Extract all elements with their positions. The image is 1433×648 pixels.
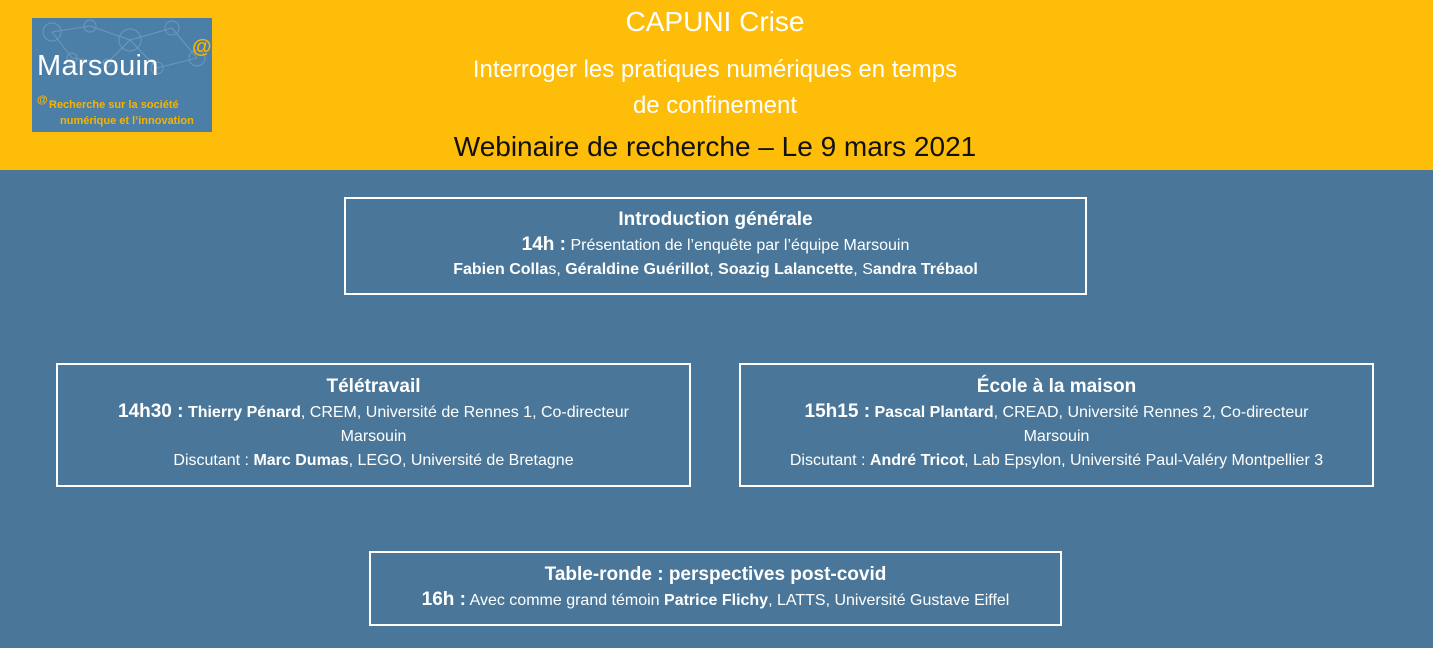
ecole-discussant: André Tricot [869, 452, 965, 469]
ecole-speaker-line [741, 400, 1372, 425]
ecole-time: 15h15 : [804, 401, 871, 422]
ecole-session-box [739, 363, 1374, 487]
ecole-speaker: Pascal Plantard [874, 404, 994, 421]
logo-at-symbol: @ [192, 36, 212, 58]
logo-name: Marsouin [37, 50, 159, 82]
event-subtitle-line-1: Interroger les pratiques numériques en temps [472, 56, 958, 83]
webinar-date: Webinaire de recherche – Le 9 mars 2021 [453, 131, 977, 162]
intro-speaker-3: Soazig Lalancette [718, 261, 854, 278]
teletravail-discussant: Marc Dumas [253, 452, 349, 469]
teletravail-affiliation: , CREM, Université de Rennes 1, Co-directeur [300, 404, 629, 421]
ecole-heading: École à la maison [976, 376, 1137, 397]
table-ronde-description-line [371, 588, 1060, 613]
ecole-discussant-label: Discutant : [789, 452, 870, 469]
teletravail-discussant-label: Discutant : [173, 452, 254, 469]
intro-time: 14h : [521, 234, 566, 255]
table-ronde-witness-affiliation: , LATTS, Université Gustave Eiffel [768, 592, 1010, 609]
ecole-discussant-affiliation: , Lab Epsylon, Université Paul-Valéry Montpellier 3 [964, 452, 1324, 469]
logo-tagline-2: numérique et l’innovation [60, 115, 194, 127]
logo-at-small-symbol: @ [37, 94, 48, 106]
intro-description: Présentation de l’enquête par l’équipe Marsouin [566, 237, 910, 254]
intro-separator-2: , [709, 261, 719, 278]
table-ronde-description: Avec comme grand témoin [466, 592, 665, 609]
intro-speaker-1: Fabien Colla [453, 261, 549, 278]
teletravail-discussant-affiliation: , LEGO, Université de Bretagne [348, 452, 574, 469]
logo-tagline [49, 97, 209, 129]
event-subtitle-line-2: de confinement [632, 92, 798, 119]
intro-speakers-line [346, 258, 1085, 282]
teletravail-speaker: Thierry Pénard [187, 404, 301, 421]
ecole-affiliation-line-2: Marsouin [1023, 428, 1090, 445]
teletravail-session-box [56, 363, 691, 487]
intro-session-box [344, 197, 1087, 295]
table-ronde-session-box [369, 551, 1062, 626]
teletravail-time: 14h30 : [118, 401, 184, 422]
table-ronde-witness: Patrice Flichy [664, 592, 769, 609]
intro-separator-3: , S [853, 261, 873, 278]
table-ronde-time: 16h : [421, 589, 466, 610]
table-ronde-heading: Table-ronde : perspectives post-covid [544, 564, 887, 585]
ecole-affiliation: , CREAD, Université Rennes 2, Co-directeur [993, 404, 1309, 421]
teletravail-discussant-line [58, 449, 689, 473]
intro-heading: Introduction générale [618, 209, 813, 230]
intro-speaker-2: Géraldine Guérillot [565, 261, 710, 278]
teletravail-speaker-line [58, 400, 689, 425]
ecole-discussant-line [741, 449, 1372, 473]
intro-description-line [346, 233, 1085, 258]
event-title: CAPUNI Crise [625, 6, 805, 37]
logo-tagline-1: Recherche sur la société [49, 99, 179, 111]
header-banner [0, 0, 1433, 170]
intro-speaker-1-suffix: s, [548, 261, 566, 278]
teletravail-affiliation-line-2: Marsouin [340, 428, 407, 445]
teletravail-heading: Télétravail [326, 376, 421, 397]
marsouin-logo [32, 18, 212, 132]
event-subtitle [380, 52, 1050, 124]
intro-speaker-4: andra Trébaol [872, 261, 978, 278]
